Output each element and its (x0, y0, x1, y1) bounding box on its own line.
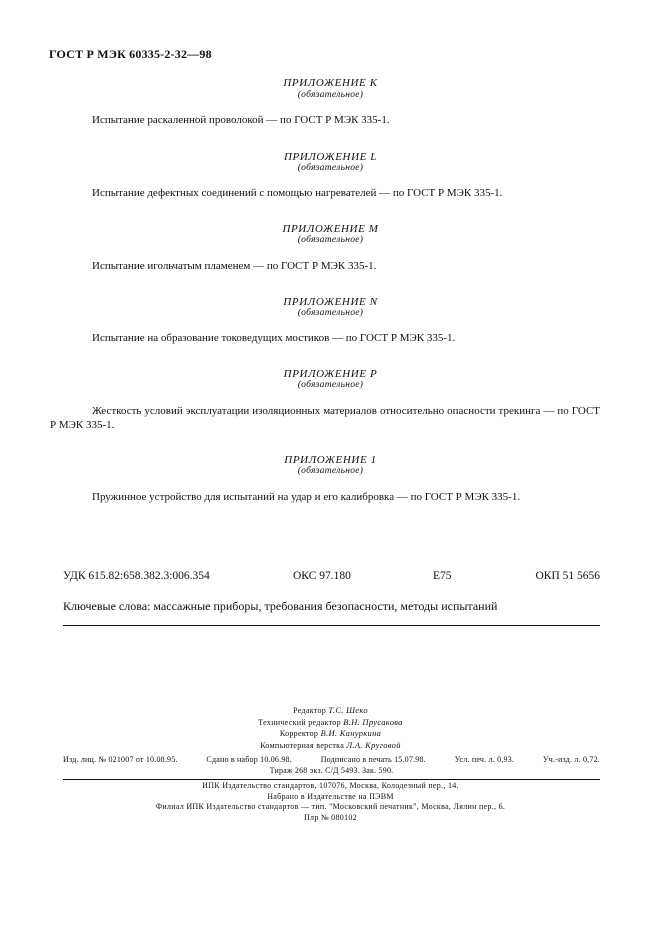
annex-1-note: (обязательное) (297, 466, 364, 476)
document-header: ГОСТ Р МЭК 60335-2-32—98 (49, 47, 212, 61)
udk-code: УДК 615.82:658.382.3:006.354 (63, 570, 210, 582)
divider-thin (63, 779, 600, 780)
printer-line-3: Филиал ИПК Издательство стандартов — тип. "Московский печатник", Москва, Лялин пер., 6. (155, 802, 506, 811)
publication-info (63, 754, 600, 776)
annex-k-title: ПРИЛОЖЕНИЕ К (283, 77, 378, 89)
printer-line-4: Плр № 080102 (303, 812, 357, 822)
okp-code: ОКП 51 5656 (535, 570, 600, 582)
annex-p-text: Жесткость условий эксплуатации изоляционных материалов относительно опасности трекинга — по ГОСТ Р МЭК 335-1. (50, 405, 600, 431)
license: Изд. лиц. № 021007 от 10.08.95. (63, 755, 178, 764)
printer-line-1: ИПК Издательство стандартов, 107076, Москва, Колодезный пер., 14. (202, 781, 459, 790)
signed-date: Подписано в печать 15.07.98. (320, 755, 426, 764)
annex-m-note: (обязательное) (297, 235, 364, 245)
annex-n-text: Испытание на образование токоведущих мостиков — по ГОСТ Р МЭК 335-1. (92, 332, 456, 344)
credits-block (0, 705, 661, 751)
annex-k-text: Испытание раскаленной проволокой — по ГОСТ Р МЭК 335-1. (92, 114, 390, 126)
annex-1-text: Пружинное устройство для испытаний на удар и его калибровка — по ГОСТ Р МЭК 335-1. (92, 491, 521, 503)
annex-p-title: ПРИЛОЖЕНИЕ Р (283, 368, 378, 380)
e-code: Е75 (433, 570, 452, 582)
printer-line-2: Набрано в Издательстве на ПЭВМ (267, 791, 394, 801)
oks-code: ОКС 97.180 (293, 570, 351, 582)
annex-k-note: (обязательное) (297, 90, 364, 100)
printer-info (0, 781, 661, 823)
annex-1-title: ПРИЛОЖЕНИЕ 1 (284, 454, 377, 466)
annex-p-note: (обязательное) (297, 380, 364, 390)
annex-l-title: ПРИЛОЖЕНИЕ L (283, 151, 378, 163)
annex-n-title: ПРИЛОЖЕНИЕ N (283, 296, 378, 308)
tech-editor-label: Технический редактор (258, 717, 341, 727)
print-run: Тираж 268 экз. С/Д 5493. Зак. 590. (269, 766, 394, 775)
keywords: Ключевые слова: массажные приборы, требования безопасности, методы испытаний (63, 599, 498, 613)
layout-name: Л.А. Круговой (346, 739, 401, 750)
annex-l-note: (обязательное) (297, 163, 364, 173)
annex-m-text: Испытание игольчатым пламенем — по ГОСТ Р МЭК 335-1. (92, 260, 377, 272)
editor-label: Редактор (293, 706, 327, 715)
sent-date: Сдано в набор 10.06.98. (206, 755, 292, 764)
tech-editor-name: В.Н. Прусакова (343, 716, 403, 727)
annex-n-note: (обязательное) (297, 308, 364, 318)
corrector-name: В.И. Кануркина (320, 728, 382, 738)
divider (63, 625, 600, 626)
pub-sheets: Уч.-изд. л. 0,72. (542, 755, 600, 764)
layout-label: Компьютерная верстка (260, 740, 345, 750)
print-sheets: Усл. печ. л. 0,93. (454, 755, 515, 764)
corrector-label: Корректор (279, 729, 319, 738)
annex-m-title: ПРИЛОЖЕНИЕ М (282, 223, 379, 235)
annex-l-text: Испытание дефектных соединений с помощью нагревателей — по ГОСТ Р МЭК 335-1. (92, 187, 503, 199)
editor-name: Т.С. Шеко (328, 705, 368, 715)
